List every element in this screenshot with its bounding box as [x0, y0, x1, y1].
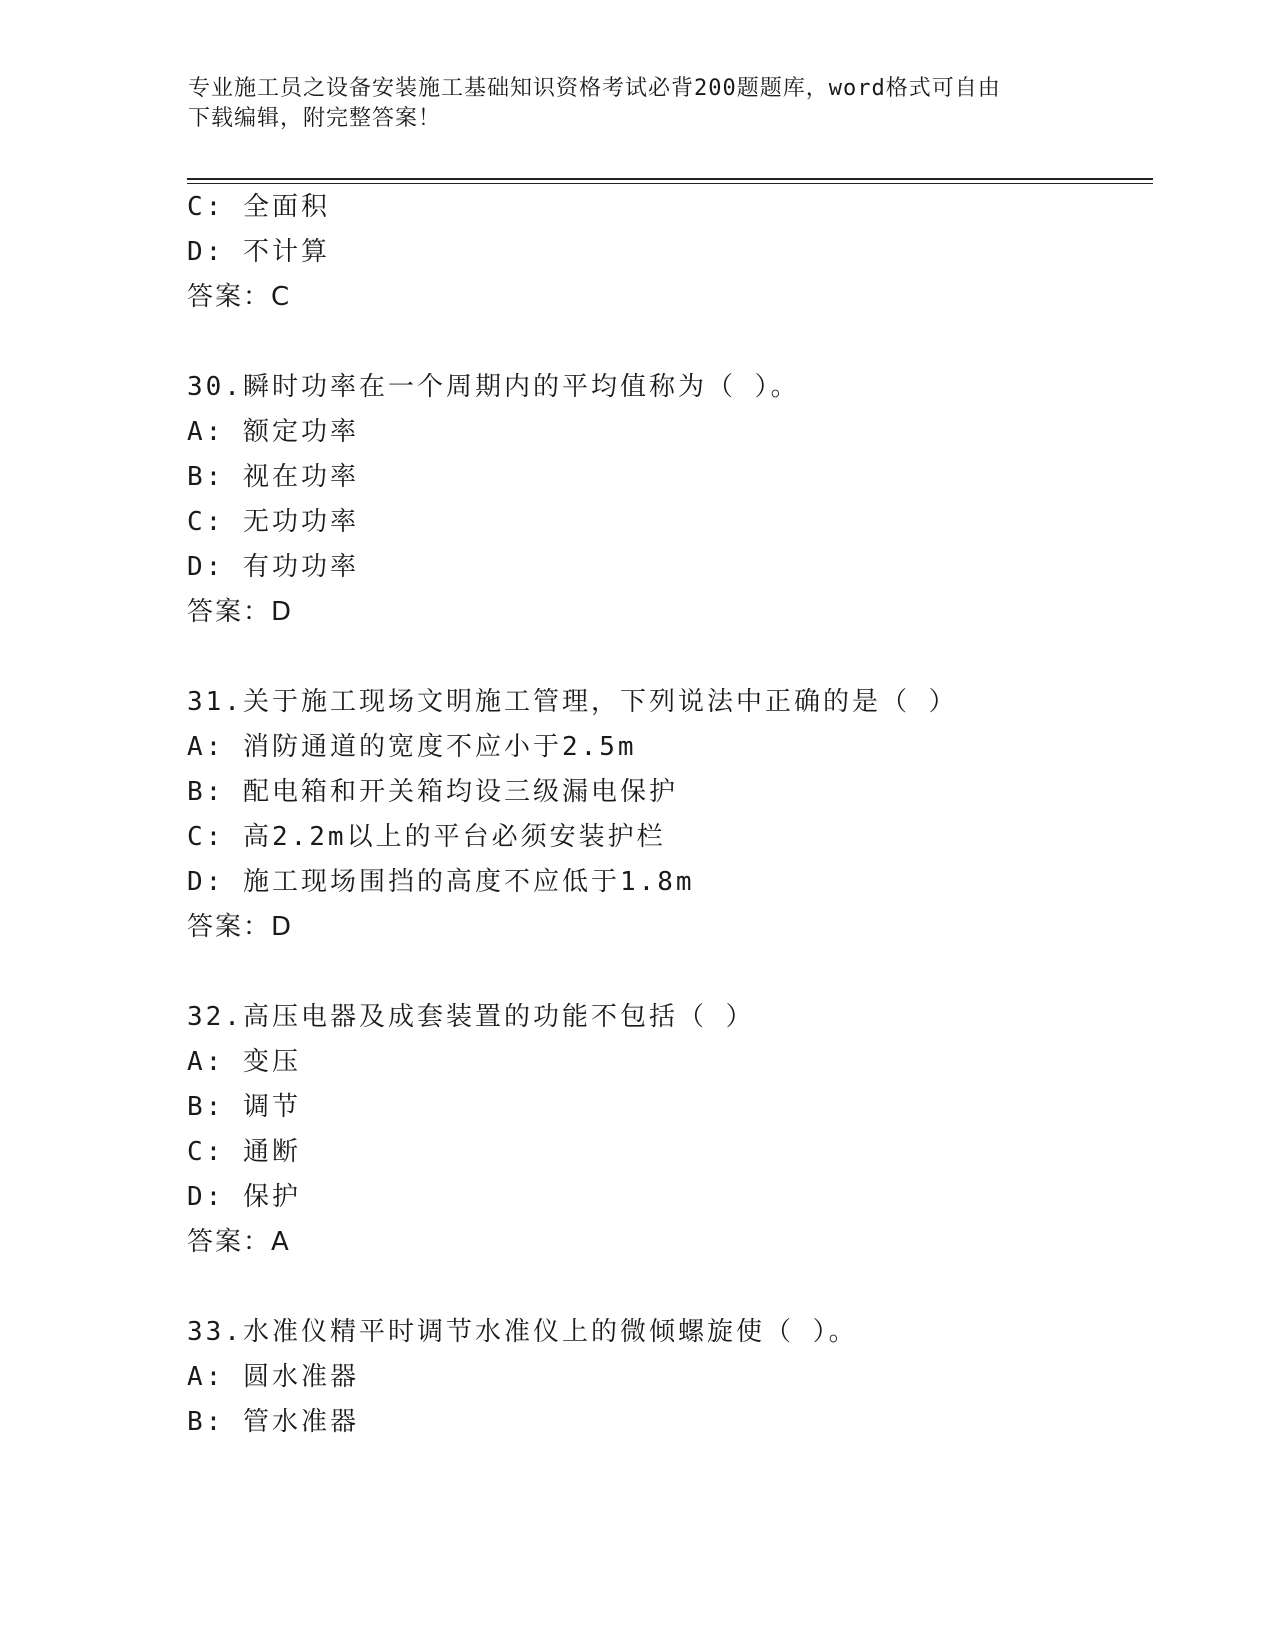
- q31-answer: 答案：D: [187, 912, 294, 942]
- q32-option-b: B: 调节: [187, 1092, 301, 1122]
- q32-option-c: C: 通断: [187, 1137, 301, 1167]
- q33-option-b: B: 管水准器: [187, 1407, 359, 1437]
- q32-answer: 答案：A: [187, 1227, 291, 1257]
- q30-option-c: C: 无功功率: [187, 507, 359, 537]
- q33-option-a: A: 圆水准器: [187, 1362, 359, 1392]
- option-c-prev: C: 全面积: [187, 192, 330, 222]
- q32-option-d: D: 保护: [187, 1182, 301, 1212]
- question-32: 32.高压电器及成套装置的功能不包括（ ）: [187, 1002, 755, 1032]
- q31-option-d: D: 施工现场围挡的高度不应低于1.8m: [187, 867, 695, 897]
- q32-option-a: A: 变压: [187, 1047, 301, 1077]
- q31-option-a: A: 消防通道的宽度不应小于2.5m: [187, 732, 637, 762]
- document-header: [188, 74, 1068, 134]
- question-30: 30.瞬时功率在一个周期内的平均值称为（ ）。: [187, 372, 800, 402]
- q30-option-d: D: 有功功率: [187, 552, 359, 582]
- header-title-line-1: 专业施工员之设备安装施工基础知识资格考试必背200题题库，word格式可自由: [188, 76, 1001, 101]
- answer-prev: 答案：C: [187, 282, 292, 312]
- header-divider-thick: [187, 178, 1153, 180]
- option-d-prev: D: 不计算: [187, 237, 330, 267]
- question-33: 33.水准仪精平时调节水准仪上的微倾螺旋使（ ）。: [187, 1317, 858, 1347]
- q31-option-b: B: 配电箱和开关箱均设三级漏电保护: [187, 777, 678, 807]
- q30-option-a: A: 额定功率: [187, 417, 359, 447]
- header-divider-thin: [187, 183, 1153, 184]
- q30-answer: 答案：D: [187, 597, 294, 627]
- question-31: 31.关于施工现场文明施工管理，下列说法中正确的是（ ）: [187, 687, 958, 717]
- q31-option-c: C: 高2.2m以上的平台必须安装护栏: [187, 822, 666, 852]
- header-title-line-2: 下载编辑，附完整答案！: [188, 106, 442, 131]
- q30-option-b: B: 视在功率: [187, 462, 359, 492]
